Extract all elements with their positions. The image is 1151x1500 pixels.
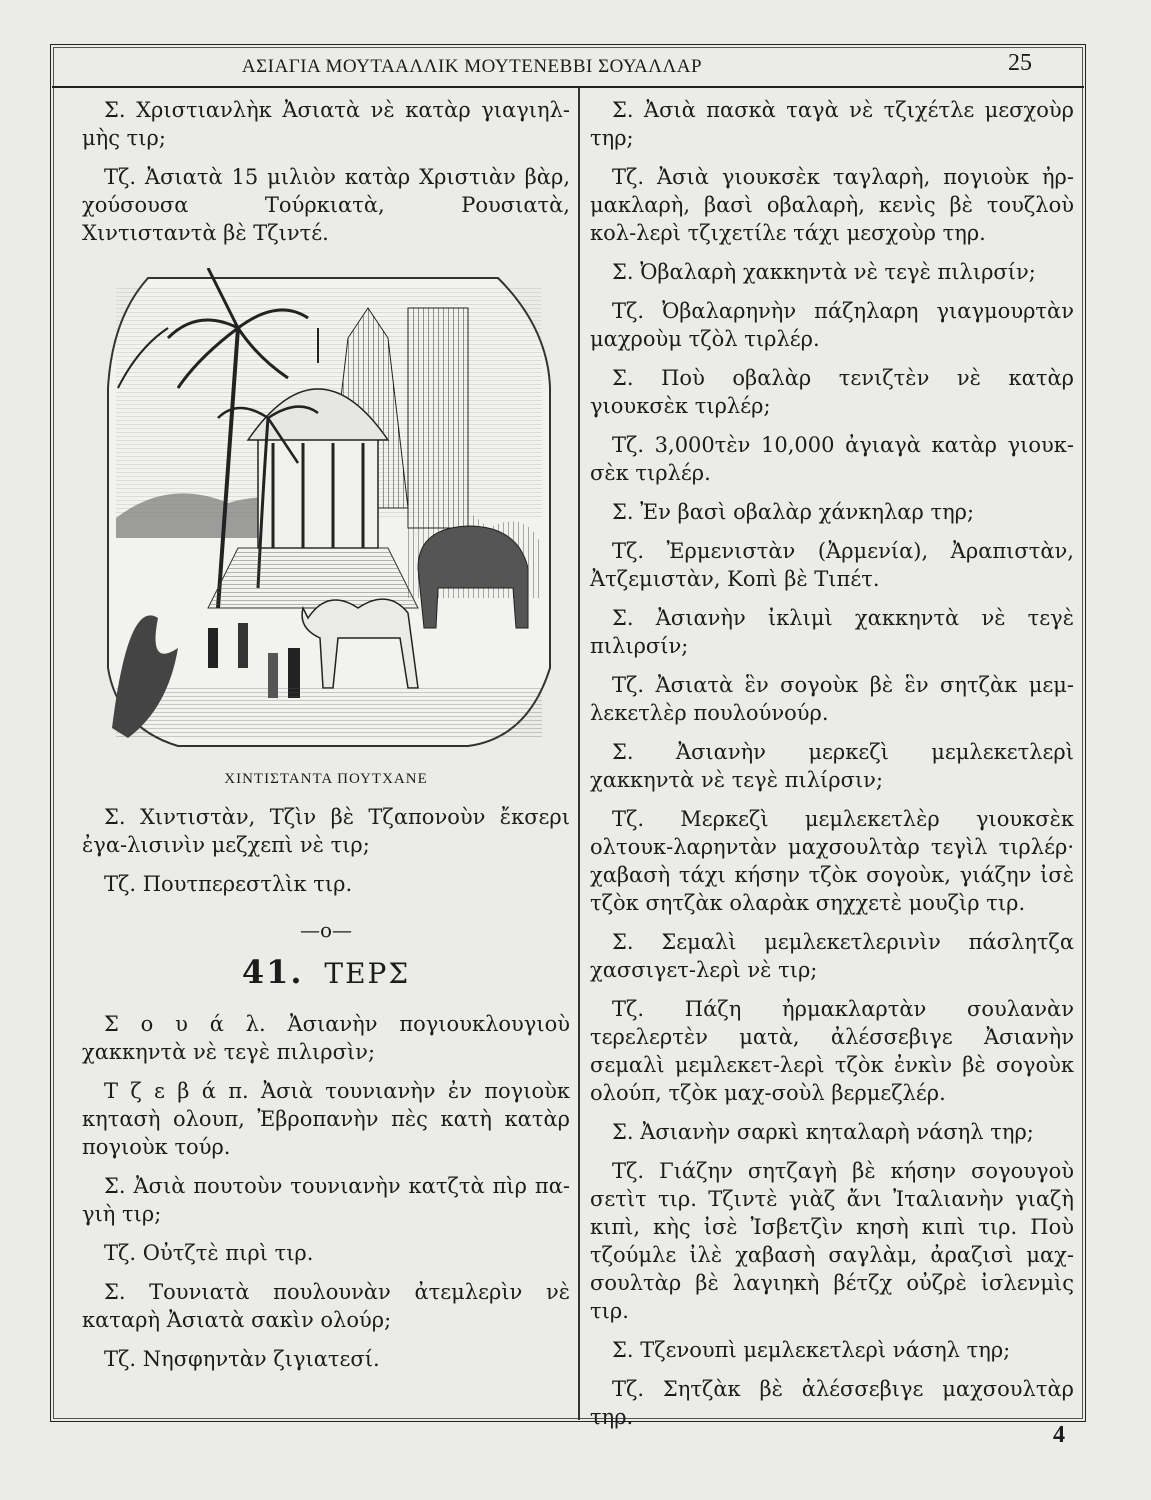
paragraph: Σ. Ἀσιὰ πουτοὺν τουνιανὴν κατζτὰ πὶρ πα-γιὴ τιρ; xyxy=(82,1174,570,1226)
paragraph: Τζ. Ὀβαλαρηνὴν πάζηλαρη γιαγμουρτὰν μαχροὺμ τζὸλ τιρλέρ. xyxy=(590,299,1074,351)
paragraph: Σ. Ἐν βασὶ οβαλὰρ χάνκηλαρ τηρ; xyxy=(612,500,975,524)
paragraph: Σ. Σεμαλὶ μεμλεκετλερινὶν πάσλητζα χασσιγετ-λερὶ νὲ τιρ; xyxy=(590,930,1074,982)
lesson-title: ΤΕΡΣ xyxy=(324,957,411,990)
page-number: 25 xyxy=(1008,50,1032,76)
paragraph: Σ. Ἀσιανὴν σαρκὶ κηταλαρὴ νάσηλ τηρ; xyxy=(612,1120,1034,1144)
paragraph: Σ. Τουνιατὰ πουλουνὰν ἀτεμλερὶν νὲ καταρὴ Ἀσιατὰ σακὶν ολούρ; xyxy=(82,1280,570,1332)
paragraph: Σ. Ἀσιανὴν μερκεζὶ μεμλεκετλερὶ χακκηντὰ νὲ τεγὲ πιλίρσιν; xyxy=(590,740,1074,792)
paragraph: Τζ. Σητζὰκ βὲ ἀλέσσεβιγε μαχσουλτὰρ τηρ. xyxy=(590,1377,1074,1429)
paragraph: Τζ. Μερκεζὶ μεμλεκετλὲρ γιουκσὲκ ολτουκ-λαρηντὰν μαχσουλτὰρ τεγὶλ τιρλέρ· χαβασὴ τάχι κήσην τζὸκ σογοὺκ, γιάζην ἰσὲ τζὸκ σητζὰκ ολαρὰκ σηχχετὲ μουζὶρ τιρ. xyxy=(590,807,1074,915)
paragraph: Τζ. Ἀσιατὰ 15 μιλιὸν κατὰρ Χριστιὰν βὰρ, χούσουσα Τούρκιατὰ, Ρουσιατὰ, Χιντισταντὰ βὲ Τζιντέ. xyxy=(82,165,570,245)
paragraph: Τζ. Ἐρμενιστὰν (Ἀρμενία), Ἀραπιστὰν, Ἀτζεμιστὰν, Κοπὶ βὲ Τιπέτ. xyxy=(590,539,1074,591)
paragraph: Σ ο υ ά λ. Ἀσιανὴν πογιουκλουγιοὺ χακκηντὰ νὲ τεγὲ πιλιρσὶν; xyxy=(82,1012,570,1064)
paragraph: Τζ. Ἀσιατὰ ἓν σογοὺκ βὲ ἓν σητζὰκ μεμ-λεκετλὲρ πουλούνούρ. xyxy=(590,673,1074,725)
paragraph: Τζ. Πουτπερεστλὶκ τιρ. xyxy=(104,872,353,896)
column-divider xyxy=(578,88,580,1420)
signature-mark: 4 xyxy=(1053,1422,1065,1448)
page-header xyxy=(52,46,1084,88)
paragraph: Τζ. 3,000τὲν 10,000 ἀγιαγὰ κατὰρ γιουκ-σὲκ τιρλέρ. xyxy=(590,433,1074,485)
illustration-caption: ΧΙΝΤΙΣΤΑΝΤΑ ΠΟΥΤΧΑΝΕ xyxy=(224,771,428,787)
paragraph: Τζ. Γιάζην σητζαγὴ βὲ κήσην σογουγοὺ σετὶτ τιρ. Τζιντὲ γιὰζ ἄνι Ἰταλιανὴν γιαζὴ κιπὶ, κὴς ἰσὲ Ἰσβετζὶν κησὴ κιπὶ τιρ. Ποὺ τζούμλε ἰλὲ χαβασὴ σαγλὰμ, ἀραζισὶ μαχ-σουλτὰρ βὲ λαγιηκὴ βέτζχ οὐζρὲ ἰσλενμὶς τιρ. xyxy=(590,1159,1074,1323)
paragraph: Σ. Ἀσιὰ πασκὰ ταγὰ νὲ τζιχέτλε μεσχοὺρ τηρ; xyxy=(590,98,1074,150)
paragraph: Τζ. Πάζη ἠρμακλαρτὰν σουλανὰν τερελερτὲν ματὰ, ἀλέσσεβιγε Ἀσιανὴν σεμαλὶ μεμλεκετ-λερὶ τζὸκ ἐνκὶν βὲ σογοὺκ ολούπ, τζὸκ μαχ-σοὺλ βερμεζλέρ. xyxy=(590,997,1074,1105)
paragraph: Σ. Ποὺ οβαλὰρ τενιζτὲν νὲ κατὰρ γιουκσὲκ τιρλέρ; xyxy=(590,366,1074,418)
left-column xyxy=(82,96,570,1384)
paragraph: Τζ. Νησφηντὰν ζιγιατεσί. xyxy=(104,1347,380,1371)
paragraph: Σ. Ἀσιανὴν ἰκλιμὶ χακκηντὰ νὲ τεγὲ πιλιρσίν; xyxy=(590,606,1074,658)
section-separator: —ο— xyxy=(299,918,353,942)
paragraph: Τ ζ ε β ά π. Ἀσιὰ τουνιανὴν ἐν πογιοὺκ κητασὴ ολουπ, Ἐβροπανὴν πὲς κατὴ κατὰρ πογιοὺκ τούρ. xyxy=(82,1079,570,1159)
lesson-number: 41. xyxy=(241,953,304,991)
engraving-illustration xyxy=(88,268,558,754)
lesson-heading xyxy=(82,953,570,991)
paragraph: Σ. Χιντιστὰν, Τζὶν βὲ Τζαπονοὺν ἔκσερι ἐγα-λισινὶν μεζχεπὶ νὲ τιρ; xyxy=(82,805,570,857)
paragraph: Τζ. Οὐτζτὲ πιρὶ τιρ. xyxy=(104,1241,314,1265)
paragraph: Σ. Ὀβαλαρὴ χακκηντὰ νὲ τεγὲ πιλιρσίν; xyxy=(612,260,1036,284)
paragraph: Τζ. Ἀσιὰ γιουκσὲκ ταγλαρὴ, πογιοὺκ ἠρ-μακλαρὴ, βασὶ οβαλαρὴ, κενὶς βὲ τουζλοὺ κολ-λερὶ τζιχετίλε τάχι μεσχοὺρ τηρ. xyxy=(590,165,1074,245)
paragraph: Σ. Τζενουπὶ μεμλεκετλερὶ νάσηλ τηρ; xyxy=(612,1338,1011,1362)
running-title: ΑΣΙΑΓΙΑ ΜΟΥΤΑΑΛΛΙΚ ΜΟΥΤΕΝΕΒΒΙ ΣΟΥΑΛΛΑΡ xyxy=(241,56,703,77)
right-column xyxy=(590,96,1074,1442)
paragraph: Σ. Χριστιανλὴκ Ἀσιατὰ νὲ κατὰρ γιαγιηλ-μὴς τιρ; xyxy=(82,98,570,150)
